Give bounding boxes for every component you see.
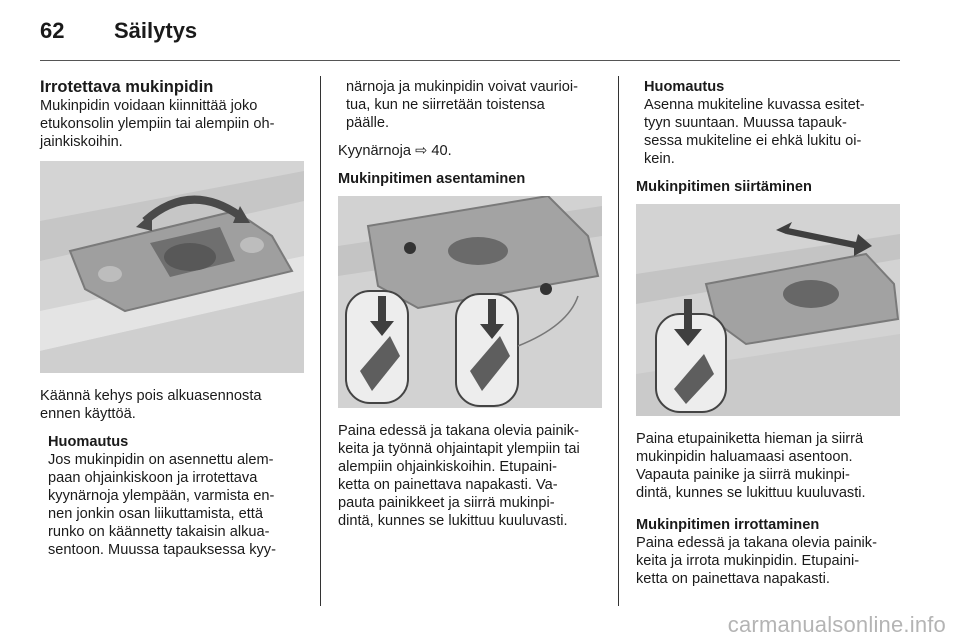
note-text: Jos mukinpidin on asennettu alem- paan ohjainkiskoon ja irrotettava kyynärnoja ylempään, varmista en- nen jonkin osan liikuttamista, että runko on käännetty takaisin alkua- sentoon. Muussa tapauksessa kyy-: [48, 452, 276, 558]
cupholder-rotate-illustration: [40, 161, 304, 373]
column-3: [636, 78, 901, 588]
cupholder-install-illustration: [338, 196, 602, 408]
move-text: Paina etupainiketta hieman ja siirrä mukinpidin haluamaasi asentoon. Vapauta painike ja siirrä mukinpi- dintä, kunnes se lukittuu kuuluvasti.: [636, 431, 866, 501]
column-1: [40, 78, 305, 559]
note-text: Asenna mukiteline kuvassa esitet- tyyn suuntaan. Muussa tapauk- sessa mukiteline ei ehkä lukitu oi- kein.: [644, 97, 865, 167]
column-divider: [618, 76, 619, 606]
page-number: 62: [40, 18, 65, 43]
section-title: Irrotettava mukinpidin: [40, 78, 214, 96]
remove-heading: Mukinpitimen irrottaminen: [636, 517, 820, 533]
cupholder-move-illustration: [636, 204, 900, 416]
note-box: [636, 78, 901, 168]
page-header: [40, 18, 900, 58]
note-title: Huomautus: [644, 79, 725, 95]
page-title: Säilytys: [114, 18, 198, 43]
armrest-reference: Kyynärnoja ⇨ 40.: [338, 143, 452, 159]
remove-text: Paina edessä ja takana olevia painik- keita ja irrota mukinpidin. Etupaini- ketta on painettava napakasti.: [636, 535, 877, 587]
note-box: [40, 433, 305, 559]
install-heading: Mukinpitimen asentaminen: [338, 171, 526, 187]
move-heading: Mukinpitimen siirtäminen: [636, 179, 812, 195]
intro-text: Mukinpidin voidaan kiinnittää joko etukonsolin ylempiin tai alempiin oh- jainkiskoihin.: [40, 98, 275, 150]
note-text: närnoja ja mukinpidin voivat vaurioi- tua, kun ne siirretään toistensa päälle.: [346, 79, 578, 131]
header-rule: [40, 60, 900, 61]
watermark: carmanualsonline.info: [727, 612, 946, 637]
column-divider: [320, 76, 321, 606]
caption-text: Käännä kehys pois alkuasennosta ennen käyttöä.: [40, 388, 262, 422]
install-text: Paina edessä ja takana olevia painik- keita ja työnnä ohjaintapit ylempiin tai alempiin ohjainkiskoihin. Etupaini- ketta on painettava napakasti. Va- pauta painikkeet ja siirrä mukinpi- dintä, kunnes se lukittuu kuuluvasti.: [338, 423, 580, 529]
column-2: [338, 78, 603, 530]
note-continuation: [338, 78, 603, 132]
note-title: Huomautus: [48, 434, 129, 450]
